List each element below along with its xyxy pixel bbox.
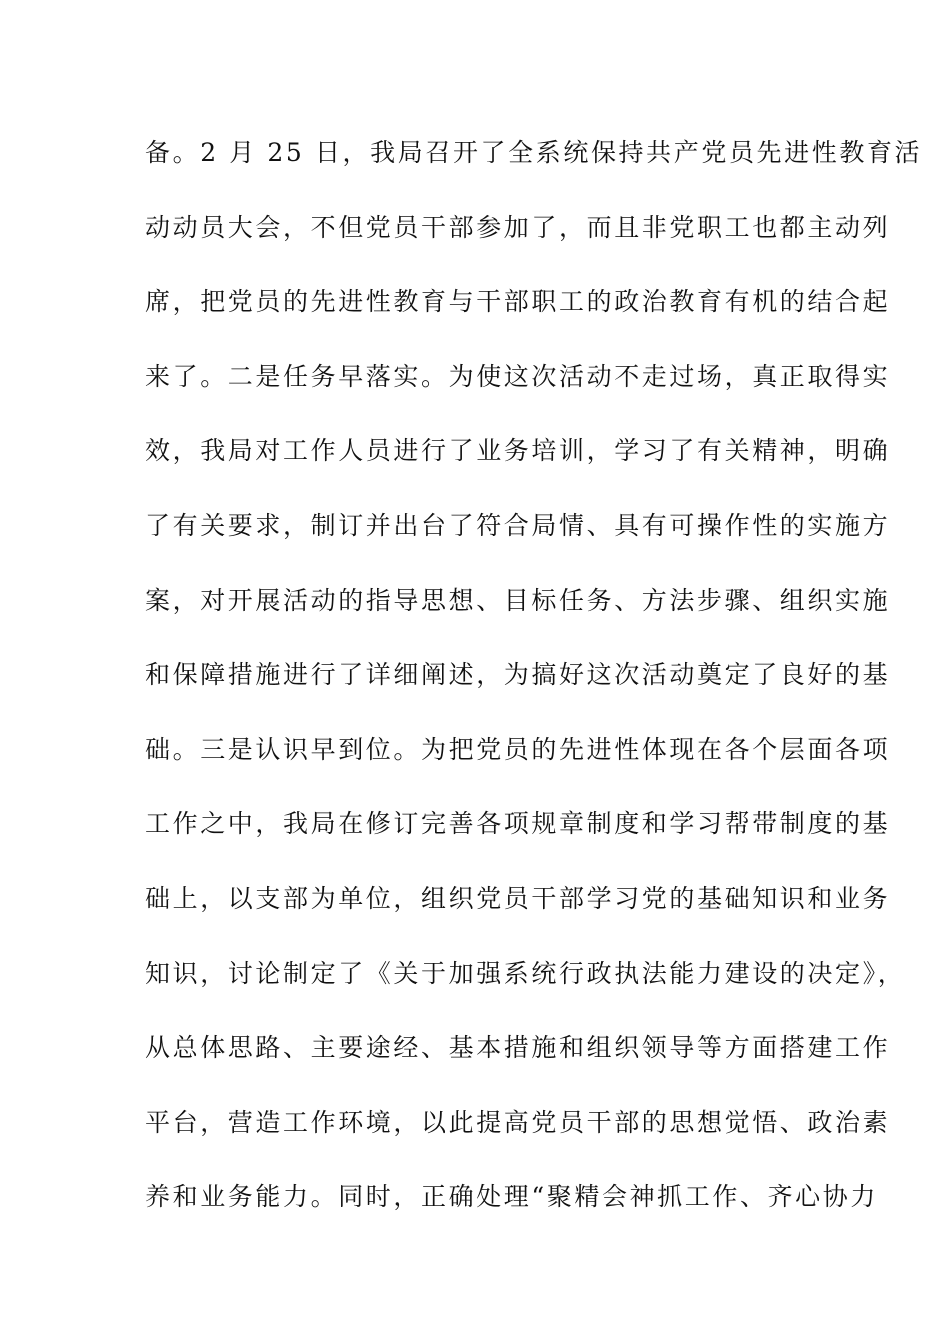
text-line: 效，我局对工作人员进行了业务培训，学习了有关精神，明确 bbox=[145, 436, 891, 466]
text-line: 础。三是认识早到位。为把党员的先进性体现在各个层面各项 bbox=[145, 734, 891, 764]
body-text bbox=[145, 131, 923, 1250]
text-line: 动动员大会，不但党员干部参加了，而且非党职工也都主动列 bbox=[145, 212, 891, 242]
text-line: 从总体思路、主要途经、基本措施和组织领导等方面搭建工作 bbox=[145, 1033, 891, 1063]
text-line: 案，对开展活动的指导思想、目标任务、方法步骤、组织实施 bbox=[145, 585, 891, 615]
text-line: 养和业务能力。同时，正确处理“聚精会神抓工作、齐心协力 bbox=[145, 1182, 878, 1212]
text-line: 平台，营造工作环境，以此提高党员干部的思想觉悟、政治素 bbox=[145, 1107, 891, 1137]
text-line: 来了。二是任务早落实。为使这次活动不走过场，真正取得实 bbox=[145, 361, 891, 391]
text-line: 了有关要求，制订并出台了符合局情、具有可操作性的实施方 bbox=[145, 510, 891, 540]
text-line: 工作之中，我局在修订完善各项规章制度和学习帮带制度的基 bbox=[145, 809, 891, 839]
text-line: 席，把党员的先进性教育与干部职工的政治教育有机的结合起 bbox=[145, 287, 891, 317]
text-line: 备。2 月 25 日，我局召开了全系统保持共产党员先进性教育活 bbox=[145, 138, 923, 167]
text-line: 础上，以支部为单位，组织党员干部学习党的基础知识和业务 bbox=[145, 883, 891, 913]
text-line: 知识，讨论制定了《关于加强系统行政执法能力建设的决定》， bbox=[145, 958, 906, 988]
text-line: 和保障措施进行了详细阐述，为搞好这次活动奠定了良好的基 bbox=[145, 660, 891, 690]
